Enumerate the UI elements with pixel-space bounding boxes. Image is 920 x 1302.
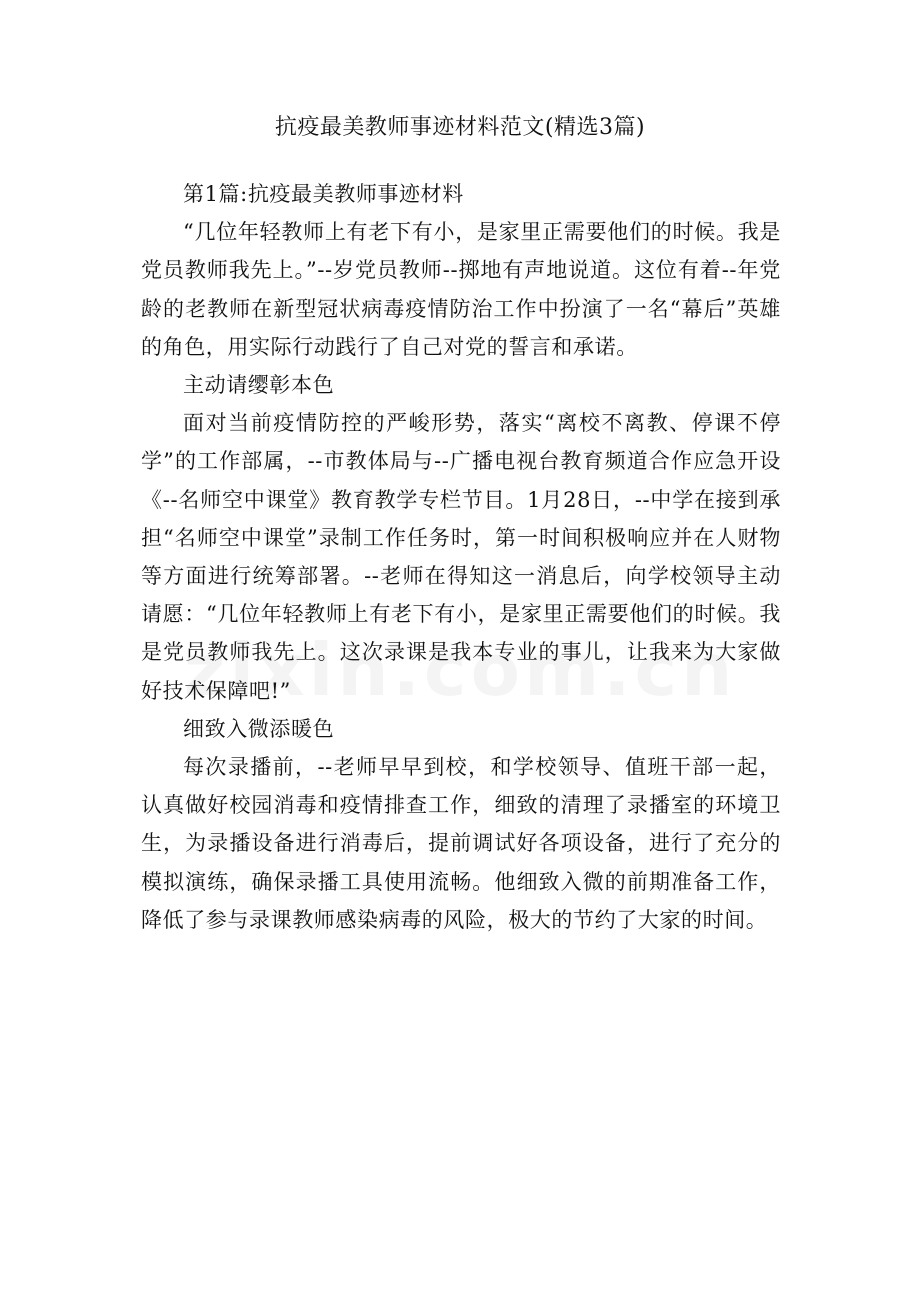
document-body	[141, 175, 781, 939]
subsection-heading: 主动请缨彰本色	[183, 373, 335, 398]
document-title: 抗疫最美教师事迹材料范文(精选3篇)	[274, 115, 646, 140]
body-paragraph: 面对当前疫情防控的严峻形势，落实“离校不离教、停课不停学”的工作部属，--市教体局与--广播电视台教育频道合作应急开设《--名师空中课堂》教育教学专栏节目。1月28日，--中学在接到承担“名师空中课堂”录制工作任务时，第一时间积极响应并在人财物等方面进行统筹部署。--老师在得知这一消息后，向学校领导主动请愿：“几位年轻教师上有老下有小，是家里正需要他们的时候。我是党员教师我先上。这次录课是我本专业的事儿，让我来为大家做好技术保障吧!”	[141, 411, 781, 703]
body-paragraph: 每次录播前，--老师早早到校，和学校领导、值班干部一起，认真做好校园消毒和疫情排查工作，细致的清理了录播室的环境卫生，为录播设备进行消毒后，提前调试好各项设备，进行了充分的模拟演练，确保录播工具使用流畅。他细致入微的前期准备工作，降低了参与录课教师感染病毒的风险，极大的节约了大家的时间。	[141, 755, 781, 932]
subsection-heading: 细致入微添暖色	[183, 716, 335, 741]
section-heading: 第1篇:抗疫最美教师事迹材料	[183, 182, 464, 206]
body-paragraph: “几位年轻教师上有老下有小，是家里正需要他们的时候。我是党员教师我先上。”--岁党员教师--掷地有声地说道。这位有着--年党龄的老教师在新型冠状病毒疫情防治工作中扮演了一名“幕后”英雄的角色，用实际行动践行了自己对党的誓言和承诺。	[141, 220, 781, 359]
